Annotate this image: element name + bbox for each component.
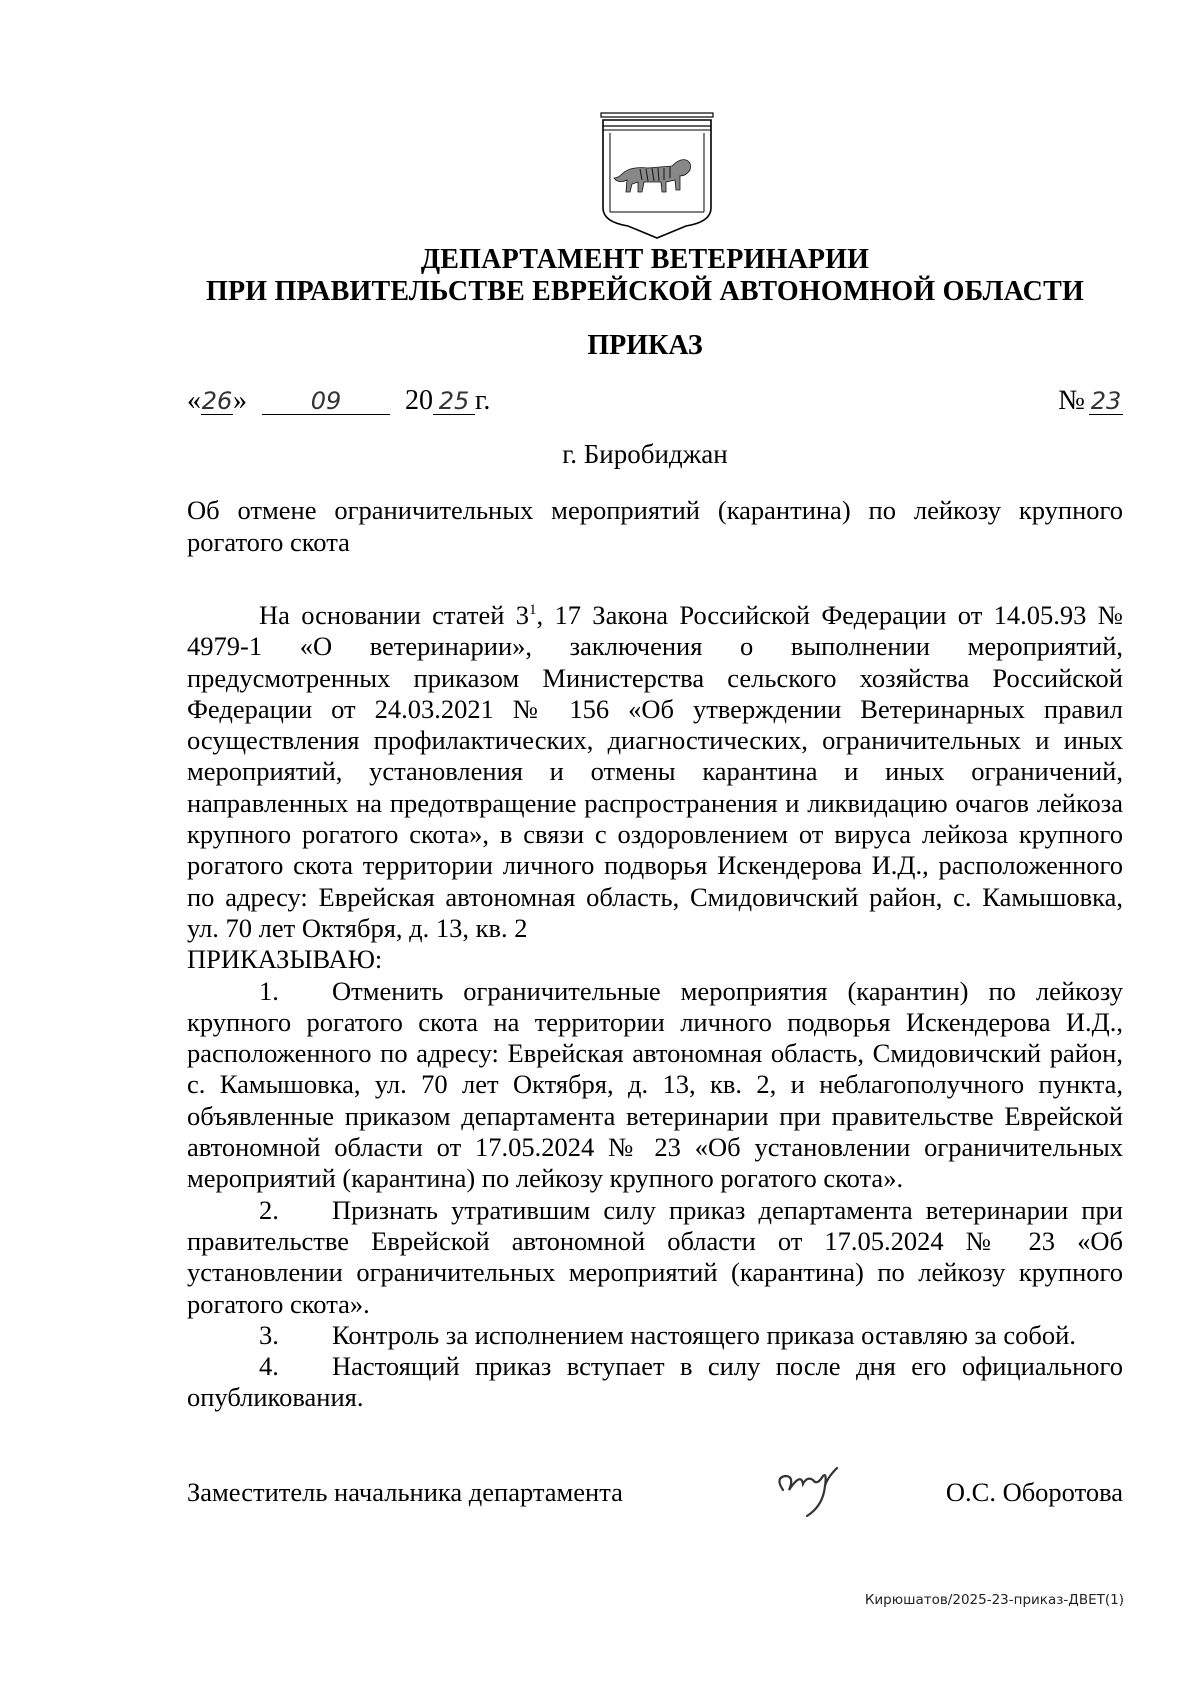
order-item-number: 1. [259,975,279,1006]
date-year-suffix: 25 [433,388,475,415]
preamble-superscript: 1 [529,602,537,619]
order-item-text: Отменить ограничительные мероприятия (карантин) по лейкозу крупного рогатого скота на территории личного подворья Искендерова И.Д., расположенного по адресу: Еврейская автономная область, Смидовичский район, с. Камышовка, ул. 70 лет Октября, д. 13, кв. 2, и неблагополучного пункта, объявленные приказом департамента ветеринарии при правительстве Еврейской автономной области от 17.05.2024 № 23 «Об установлении ограничительных мероприятий (карантина) по лейкозу крупного рогатого скота». [187,975,1123,1194]
date-open-quote: « [187,385,201,416]
document-type-title: ПРИКАЗ [587,330,703,361]
order-item [187,1320,1123,1351]
date-month: 09 [262,388,390,415]
date-close-quote: » [233,385,247,416]
department-name-line2: ПРИ ПРАВИТЕЛЬСТВЕ ЕВРЕЙСКОЙ АВТОНОМНОЙ ОБЛАСТИ [206,276,1084,307]
department-name-line1: ДЕПАРТАМЕНТ ВЕТЕРИНАРИИ [420,244,870,275]
order-item-number: 3. [259,1319,279,1350]
document-number [1058,384,1123,418]
order-item-text: Контроль за исполнением настоящего приказа оставляю за собой. [332,1319,1076,1350]
handwritten-signature-icon [767,1450,877,1530]
document-body [187,600,1123,1414]
preamble-paragraph [187,600,1123,944]
order-item [187,976,1123,1195]
document-footer-reference: Кирюшатов/2025-23-приказ-ДВЕТ(1) [864,1592,1124,1608]
signatory-name: О.С. Оборотова [945,1477,1123,1507]
order-item [187,1195,1123,1320]
preamble-text: , 17 Закона Российской Федерации от 14.05.93 № 4979-1 «О ветеринарии», заключения о выполнении мероприятий, предусмотренных приказом Министерства сельского хозяйства Российской Федерации от 24.03.2021 № 156 «Об утверждении Ветеринарных правил осуществления профилактических, диагностических, ограничительных и иных мероприятий, установления и отмены карантина и иных ограничений, направленных на предотвращение распространения и ликвидацию очагов лейкоза крупного рогатого скота», в связи с оздоровлением от вируса лейкоза крупного рогатого скота территории личного подворья Искендерова И.Д., расположенного по адресу: Еврейская автономная область, Смидовичский район, с. Камышовка, ул. 70 лет Октября, д. 13, кв. 2 [187,600,1123,943]
order-item-number: 2. [259,1194,279,1225]
order-item [187,1351,1123,1414]
preamble-lead: На основании статей 3 [259,600,529,630]
date-day: 26 [201,387,233,415]
city-line: г. Биробиджан [562,439,728,469]
order-word: ПРИКАЗЫВАЮ: [187,944,383,975]
signatory-position: Заместитель начальника департамента [187,1477,623,1507]
date-year-unit: г. [475,385,491,416]
number-label: № [1058,385,1085,416]
date-year-prefix: 20 [405,385,433,416]
order-item-number: 4. [259,1351,279,1382]
order-item-text: Признать утратившим силу приказ департамента ветеринарии при правительстве Еврейской автономной области от 17.05.2024 № 23 «Об установлении ограничительных мероприятий (карантина) по лейкозу крупного рогатого скота». [187,1194,1123,1319]
document-subject: Об отмене ограничительных мероприятий (карантина) по лейкозу крупного рогатого скота [187,495,1123,557]
order-item-text: Настоящий приказ вступает в силу после дня его официального опубликования. [187,1351,1123,1413]
number-value: 23 [1090,387,1122,415]
document-date [187,384,490,418]
coat-of-arms-emblem-icon [600,112,714,240]
